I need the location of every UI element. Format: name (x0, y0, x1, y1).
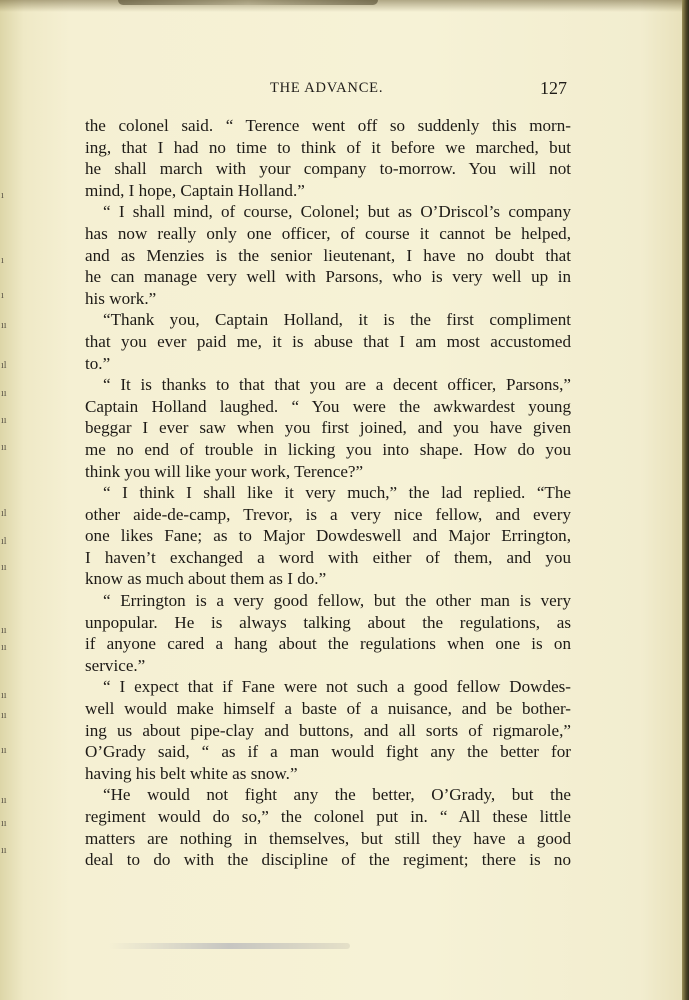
left-margin-bleed-through: ı ı ı ıı ıl ıı ıı ıı ıl ıl ıı ıı ıı ıı ıı ıı ıı ıı ıı (1, 190, 7, 856)
body-line: I haven’t exchanged a word with either of them, and you (85, 547, 571, 567)
body-line: he can manage very well with Parsons, who is very well up in (85, 267, 571, 287)
body-line: his work.” (85, 288, 157, 308)
body-line: well would make himself a baste of a nuisance, and be bother- (85, 699, 571, 719)
body-line: know as much about them as I do.” (85, 569, 327, 589)
body-line: deal to do with the discipline of the regiment; there is no (85, 850, 571, 870)
body-line: he shall march with your company to-morrow. You will not (85, 159, 571, 179)
body-line: the colonel said. “ Terence went off so suddenly this morn- (85, 116, 571, 135)
body-line: “ Errington is a very good fellow, but the other man is very (103, 591, 571, 611)
chapter-running-title: THE ADVANCE. (270, 80, 384, 96)
running-head (0, 78, 682, 104)
body-line: if anyone cared a hang about the regulations when one is on (85, 634, 571, 654)
body-text (85, 115, 571, 871)
body-line: ing us about pipe-clay and buttons, and all sorts of rigmarole,” (85, 720, 571, 740)
body-line: other aide-de-camp, Trevor, is a very nice fellow, and every (85, 504, 571, 524)
body-line: and as Menzies is the senior lieutenant, I have no doubt that (85, 245, 571, 265)
body-line: has now really only one officer, of course it cannot be helped, (85, 223, 571, 243)
page-number: 127 (540, 78, 567, 98)
body-line: mind, I hope, Captain Holland.” (85, 180, 305, 200)
body-line: service.” (85, 655, 146, 675)
body-line: “ I shall mind, of course, Colonel; but as O’Driscol’s company (103, 202, 571, 222)
body-line: “ I expect that if Fane were not such a good fellow Dowdes- (103, 677, 571, 697)
body-line: matters are nothing in themselves, but still they have a good (85, 828, 571, 848)
body-line: that you ever paid me, it is abuse that I am most accustomed (85, 331, 571, 351)
body-line: unpopular. He is always talking about the regulations, as (85, 612, 571, 632)
body-line: me no end of trouble in licking you into shape. How do you (85, 439, 571, 459)
body-line: Captain Holland laughed. “ You were the awkwardest young (85, 396, 571, 416)
bottom-scan-mark (108, 943, 350, 949)
body-line: “Thank you, Captain Holland, it is the first compliment (103, 310, 571, 330)
body-line: “He would not fight any the better, O’Grady, but the (103, 785, 571, 805)
body-line: one likes Fane; as to Major Dowdeswell and Major Errington, (85, 526, 571, 546)
body-line: ing, that I had no time to think of it before we marched, but (85, 137, 571, 157)
body-line: O’Grady said, “ as if a man would fight any the better for (85, 742, 571, 762)
right-page-edge (682, 0, 689, 1000)
body-line: regiment would do so,” the colonel put in. “ All these little (85, 807, 571, 826)
body-line: having his belt white as snow.” (85, 763, 298, 783)
body-line: “ I think I shall like it very much,” the lad replied. “The (103, 483, 571, 503)
top-binding-mark (118, 0, 378, 5)
body-line: to.” (85, 353, 111, 373)
body-line: “ It is thanks to that that you are a decent officer, Parsons,” (103, 375, 571, 395)
body-line: think you will like your work, Terence?” (85, 461, 364, 481)
body-line: beggar I ever saw when you first joined, and you have given (85, 418, 571, 438)
